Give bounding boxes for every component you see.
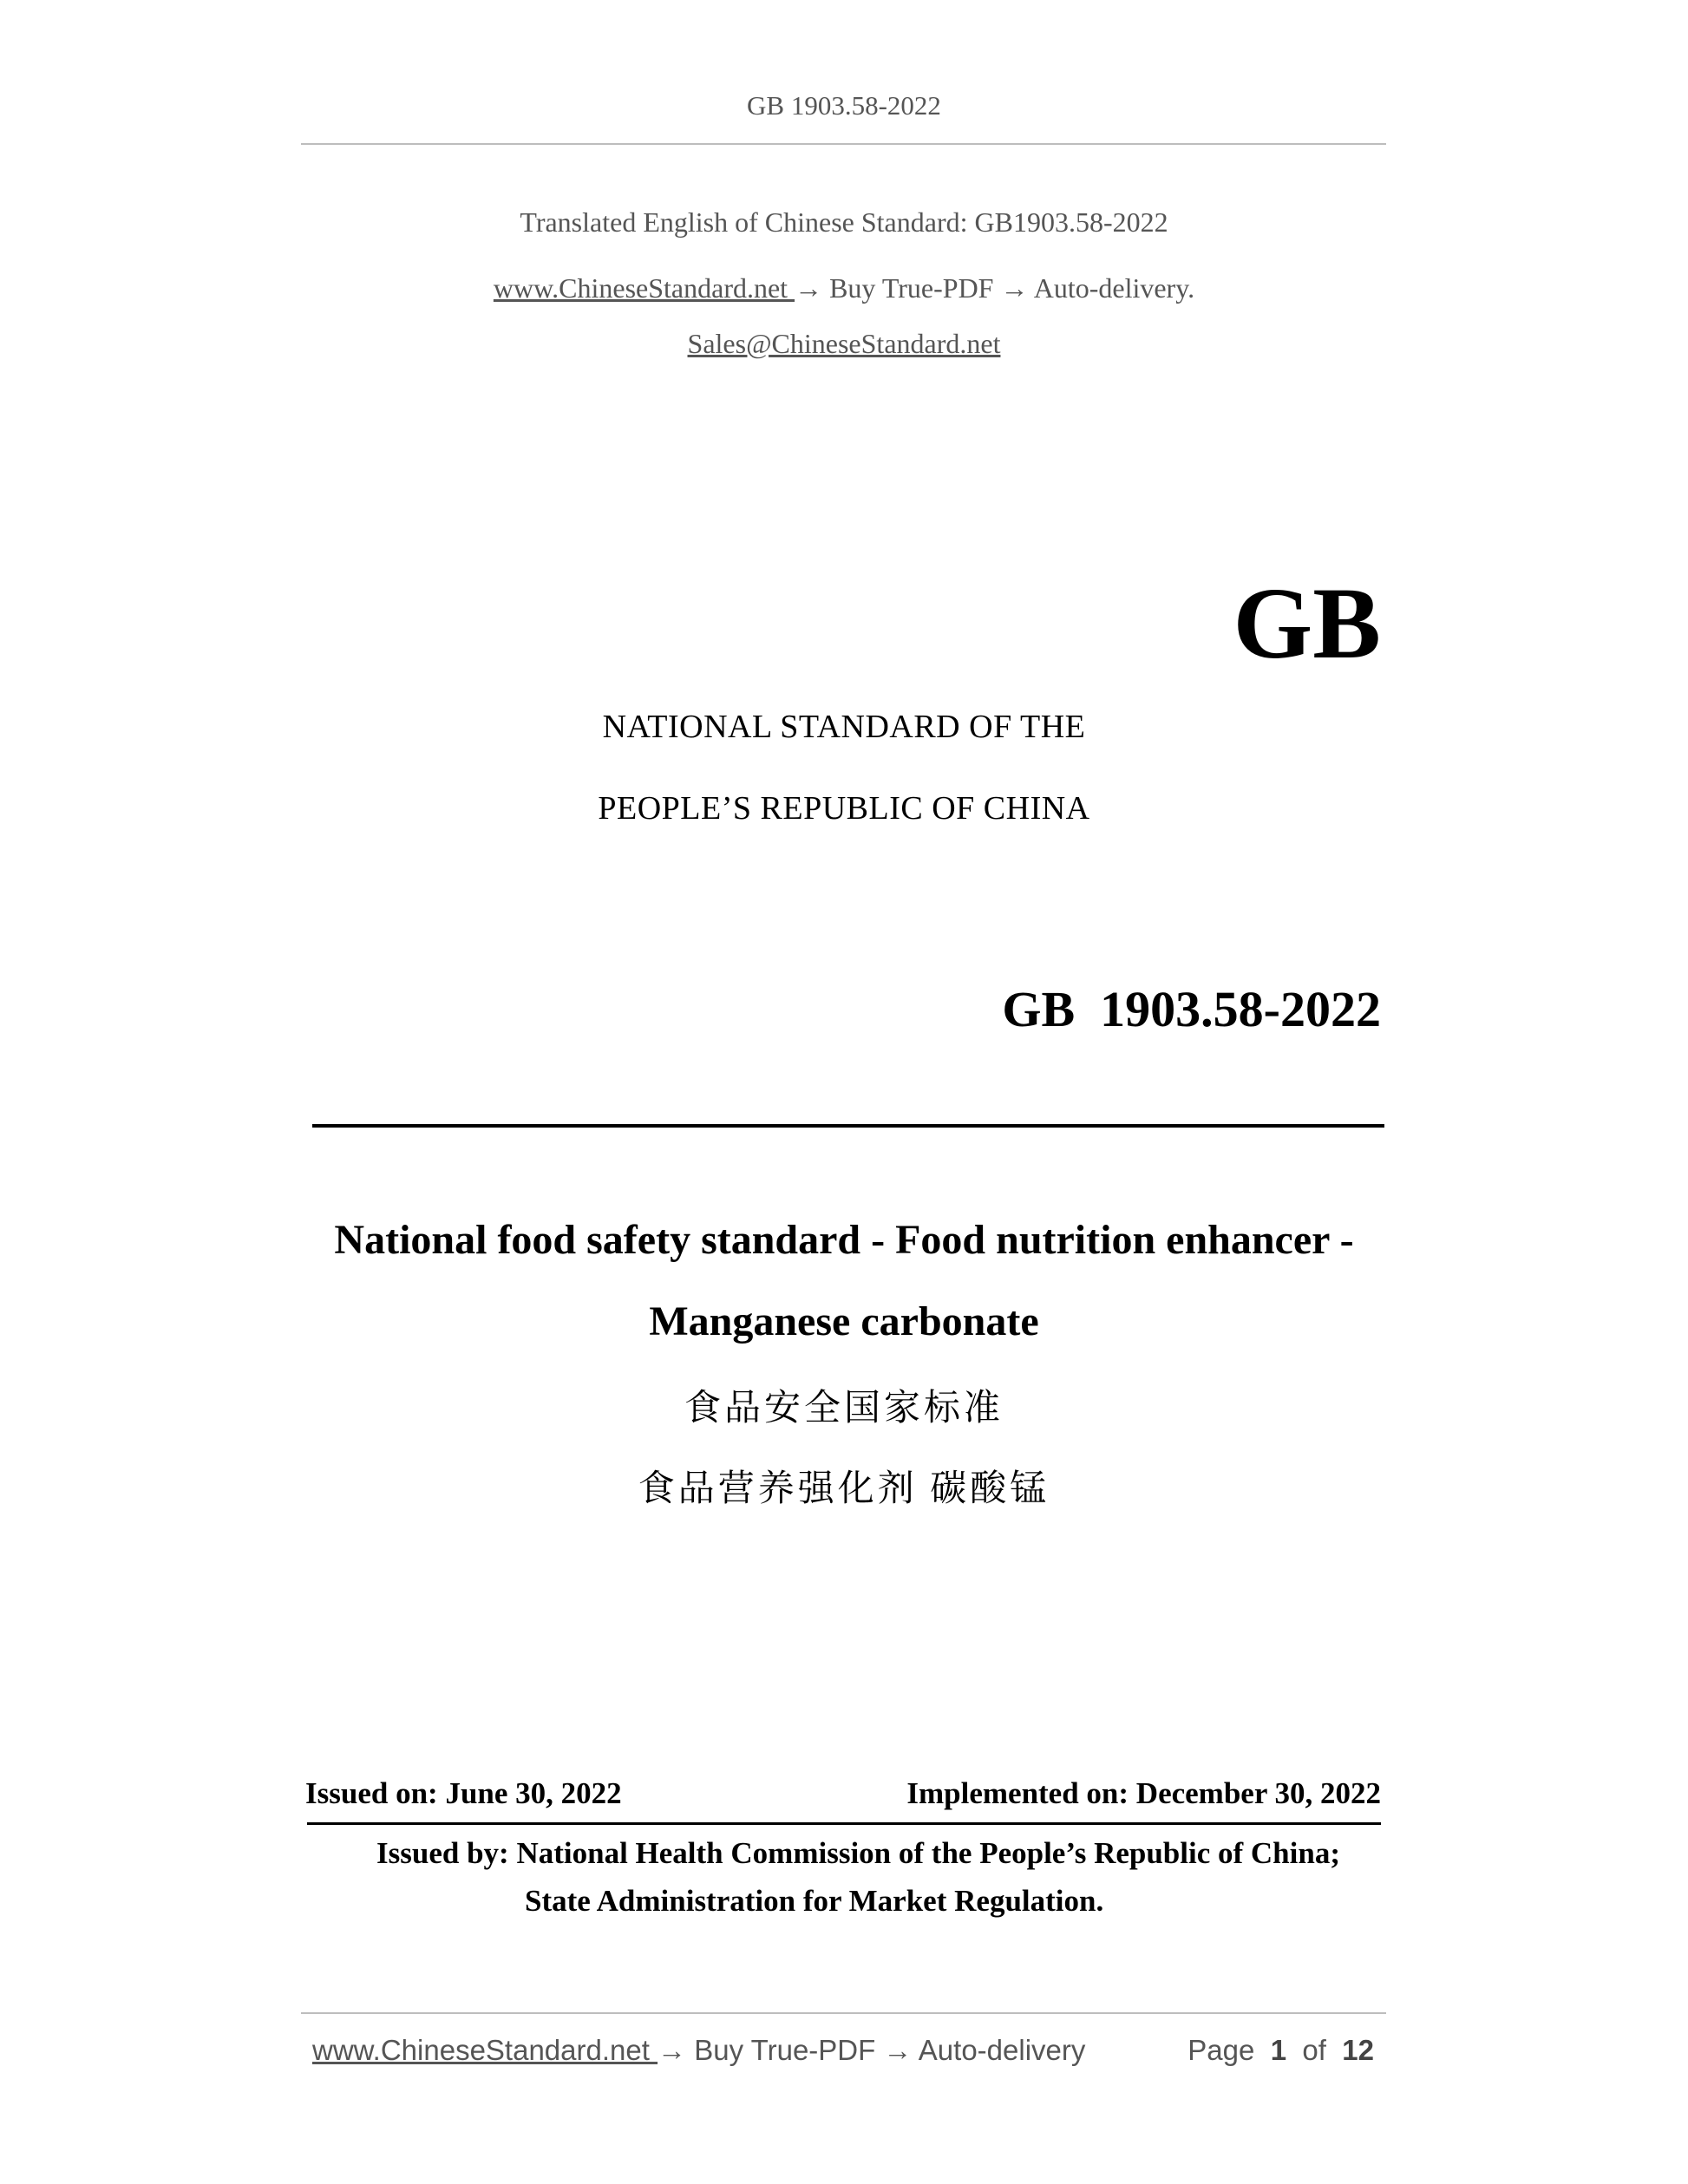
email-line [0, 328, 1688, 360]
footer-site-link[interactable]: www.ChineseStandard.net [312, 2034, 658, 2066]
page-indicator [1187, 2034, 1374, 2067]
national-standard-line2: PEOPLE’S REPUBLIC OF CHINA [598, 790, 1090, 827]
purchase-line [0, 272, 1688, 304]
running-header: GB 1903.58-2022 [747, 90, 941, 121]
page-current: 1 [1270, 2034, 1287, 2066]
issued-on-date: Issued on: June 30, 2022 [305, 1776, 622, 1810]
footer-buy-text: Buy True-PDF [686, 2034, 884, 2066]
issued-by-line2: State Administration for Market Regulation. [525, 1884, 1104, 1918]
page-total: 12 [1342, 2034, 1374, 2066]
national-standard-line1: NATIONAL STANDARD OF THE [602, 709, 1086, 745]
page-label: Page [1187, 2034, 1255, 2066]
title-zh-line1: 食品安全国家标准 [684, 1389, 1004, 1429]
footer-divider [301, 2012, 1386, 2014]
arrow-right-icon: → [795, 272, 823, 304]
sales-email-link[interactable]: Sales@ChineseStandard.net [687, 328, 1001, 359]
implemented-on-date: Implemented on: December 30, 2022 [906, 1776, 1381, 1810]
title-zh-line2: 食品营养强化剂 碳酸锰 [638, 1469, 1050, 1509]
issuance-divider [307, 1822, 1381, 1825]
title-en-line2: Manganese carbonate [649, 1298, 1039, 1344]
arrow-right-icon: → [883, 2034, 913, 2066]
footer-auto-delivery-text: Auto-delivery [912, 2034, 1086, 2066]
arrow-right-icon: → [1000, 272, 1029, 304]
translation-notice: Translated English of Chinese Standard: GB1903.58-2022 [520, 206, 1168, 238]
gb-logo: GB [1233, 566, 1381, 680]
issued-by-line1: Issued by: National Health Commission of the People’s Republic of China; [376, 1836, 1340, 1870]
standard-number: GB 1903.58-2022 [1002, 981, 1381, 1037]
of-label: of [1302, 2034, 1326, 2066]
title-en-line1: National food safety standard - Food nutrition enhancer - [334, 1217, 1354, 1263]
site-link[interactable]: www.ChineseStandard.net [493, 272, 795, 304]
header-divider [301, 143, 1386, 145]
auto-delivery-text: Auto-delivery. [1028, 272, 1195, 304]
title-divider [312, 1124, 1384, 1128]
arrow-right-icon: → [658, 2034, 687, 2066]
buy-text: Buy True-PDF [822, 272, 1001, 304]
footer-purchase-line [312, 2034, 1085, 2067]
